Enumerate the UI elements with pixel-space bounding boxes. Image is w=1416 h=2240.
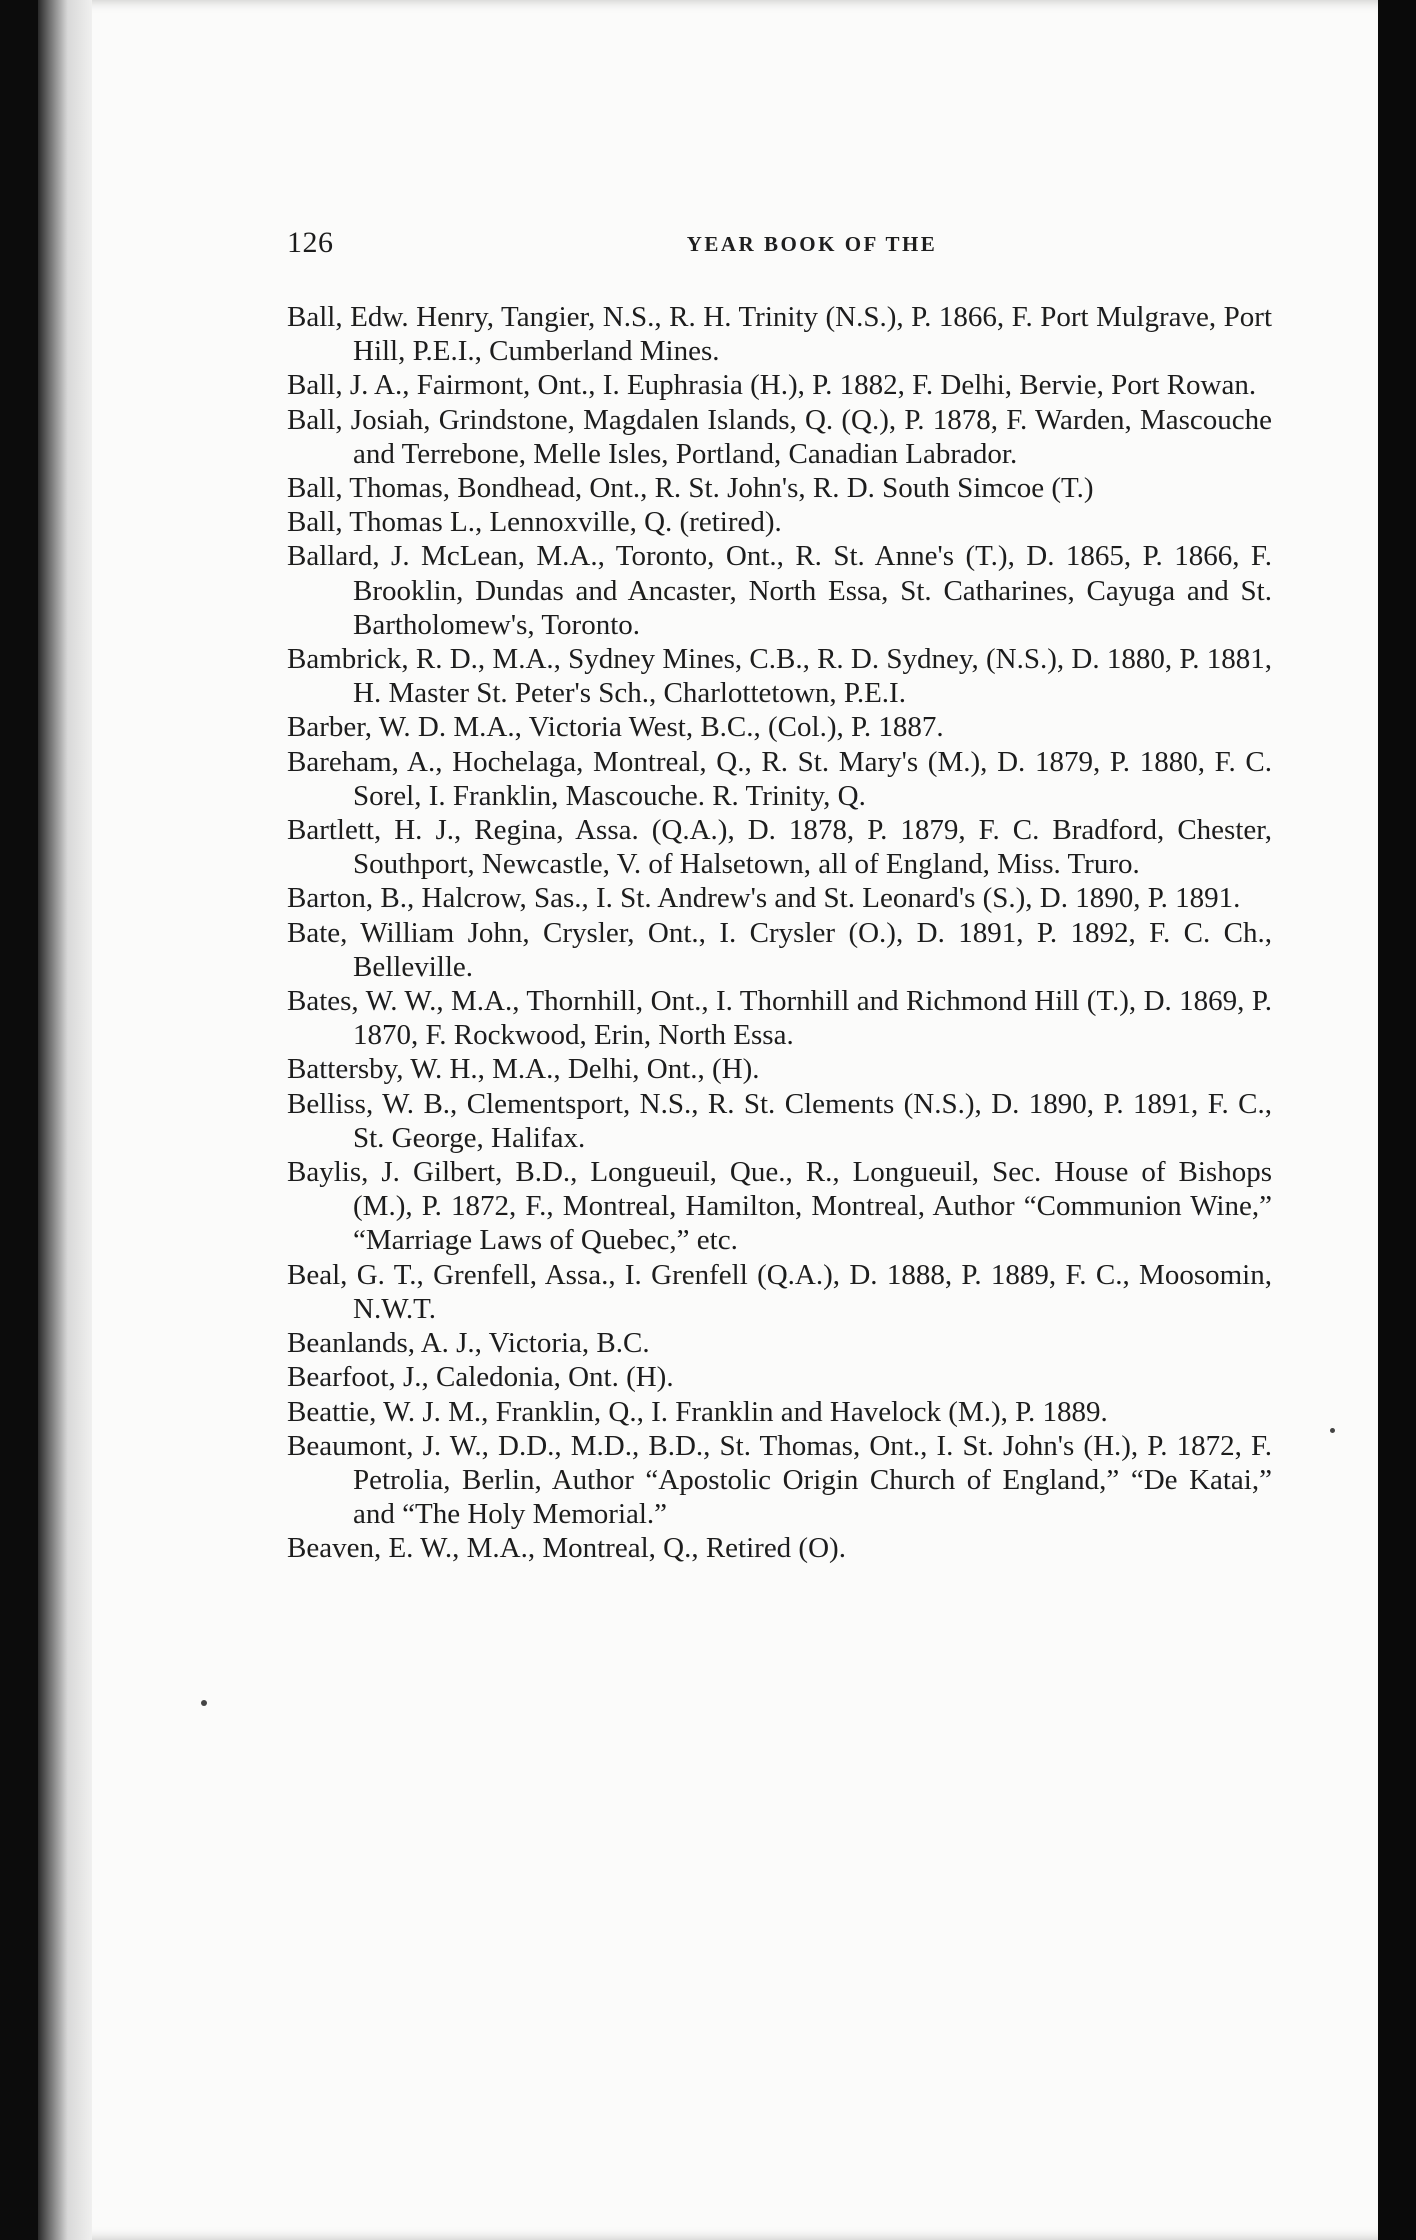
directory-entry: Ball, Thomas, Bondhead, Ont., R. St. John's, R. D. South Simcoe (T.)	[287, 472, 1094, 505]
directory-entries	[287, 300, 1272, 1566]
directory-entry: Belliss, W. B., Clementsport, N.S., R. St. Clements (N.S.), D. 1890, P. 1891, F. C., St. George, Halifax.	[287, 1087, 1272, 1154]
scan-speck	[1330, 1428, 1335, 1433]
directory-entry: Baylis, J. Gilbert, B.D., Longueuil, Que., R., Longueuil, Sec. House of Bishops (M.), P. 1872, F., Montreal, Hamilton, Montreal, Author “Communion Wine,” “Marriage Laws of Quebec,” etc.	[287, 1156, 1272, 1257]
directory-entry: Bate, William John, Crysler, Ont., I. Crysler (O.), D. 1891, P. 1892, F. C. Ch., Belleville.	[287, 916, 1272, 983]
facing-page-shadow	[1378, 0, 1416, 2240]
directory-entry: Barton, B., Halcrow, Sas., I. St. Andrew's and St. Leonard's (S.), D. 1890, P. 1891.	[287, 882, 1241, 915]
directory-entry: Bearfoot, J., Caledonia, Ont. (H).	[287, 1361, 674, 1394]
directory-entry: Battersby, W. H., M.A., Delhi, Ont., (H).	[287, 1053, 760, 1086]
directory-entry: Bates, W. W., M.A., Thornhill, Ont., I. Thornhill and Richmond Hill (T.), D. 1869, P. 1870, F. Rockwood, Erin, North Essa.	[287, 985, 1272, 1052]
directory-entry: Barber, W. D. M.A., Victoria West, B.C., (Col.), P. 1887.	[287, 711, 944, 744]
directory-entry: Ball, J. A., Fairmont, Ont., I. Euphrasia (H.), P. 1882, F. Delhi, Bervie, Port Rowan.	[287, 369, 1257, 402]
directory-entry: Ballard, J. McLean, M.A., Toronto, Ont., R. St. Anne's (T.), D. 1865, P. 1866, F. Brooklin, Dundas and Ancaster, North Essa, St. Catharines, Cayuga and St. Bartholomew's, Toronto.	[287, 540, 1272, 641]
directory-entry: Beaumont, J. W., D.D., M.D., B.D., St. Thomas, Ont., I. St. John's (H.), P. 1872, F. Petrolia, Berlin, Author “Apostolic Origin Church of England,” “De Katai,” and “The Holy Memorial.”	[287, 1429, 1272, 1531]
directory-entry: Ball, Josiah, Grindstone, Magdalen Islands, Q. (Q.), P. 1878, F. Warden, Mascouche and Terrebone, Melle Isles, Portland, Canadian Labrador.	[287, 403, 1272, 470]
directory-entry: Beanlands, A. J., Victoria, B.C.	[287, 1327, 650, 1360]
directory-entry: Beaven, E. W., M.A., Montreal, Q., Retired (O).	[287, 1532, 846, 1565]
scan-speck	[201, 1700, 207, 1706]
running-head	[287, 226, 1277, 266]
directory-entry: Bartlett, H. J., Regina, Assa. (Q.A.), D. 1878, P. 1879, F. C. Bradford, Chester, Southport, Newcastle, V. of Halsetown, all of England, Miss. Truro.	[287, 814, 1272, 881]
directory-entry: Ball, Thomas L., Lennoxville, Q. (retired).	[287, 506, 782, 539]
directory-entry: Bareham, A., Hochelaga, Montreal, Q., R. St. Mary's (M.), D. 1879, P. 1880, F. C. Sorel, I. Franklin, Mascouche. R. Trinity, Q.	[287, 745, 1272, 812]
directory-entry: Beal, G. T., Grenfell, Assa., I. Grenfell (Q.A.), D. 1888, P. 1889, F. C., Moosomin, N.W.T.	[287, 1258, 1272, 1325]
page-number: 126	[287, 226, 334, 259]
directory-entry: Beattie, W. J. M., Franklin, Q., I. Franklin and Havelock (M.), P. 1889.	[287, 1395, 1108, 1428]
running-title: YEAR BOOK OF THE	[686, 232, 938, 256]
directory-entry: Ball, Edw. Henry, Tangier, N.S., R. H. Trinity (N.S.), P. 1866, F. Port Mulgrave, Port Hill, P.E.I., Cumberland Mines.	[287, 301, 1272, 368]
directory-entry: Bambrick, R. D., M.A., Sydney Mines, C.B., R. D. Sydney, (N.S.), D. 1880, P. 1881, H. Master St. Peter's Sch., Charlottetown, P.E.I.	[287, 643, 1272, 710]
book-page-edge	[38, 0, 92, 2240]
